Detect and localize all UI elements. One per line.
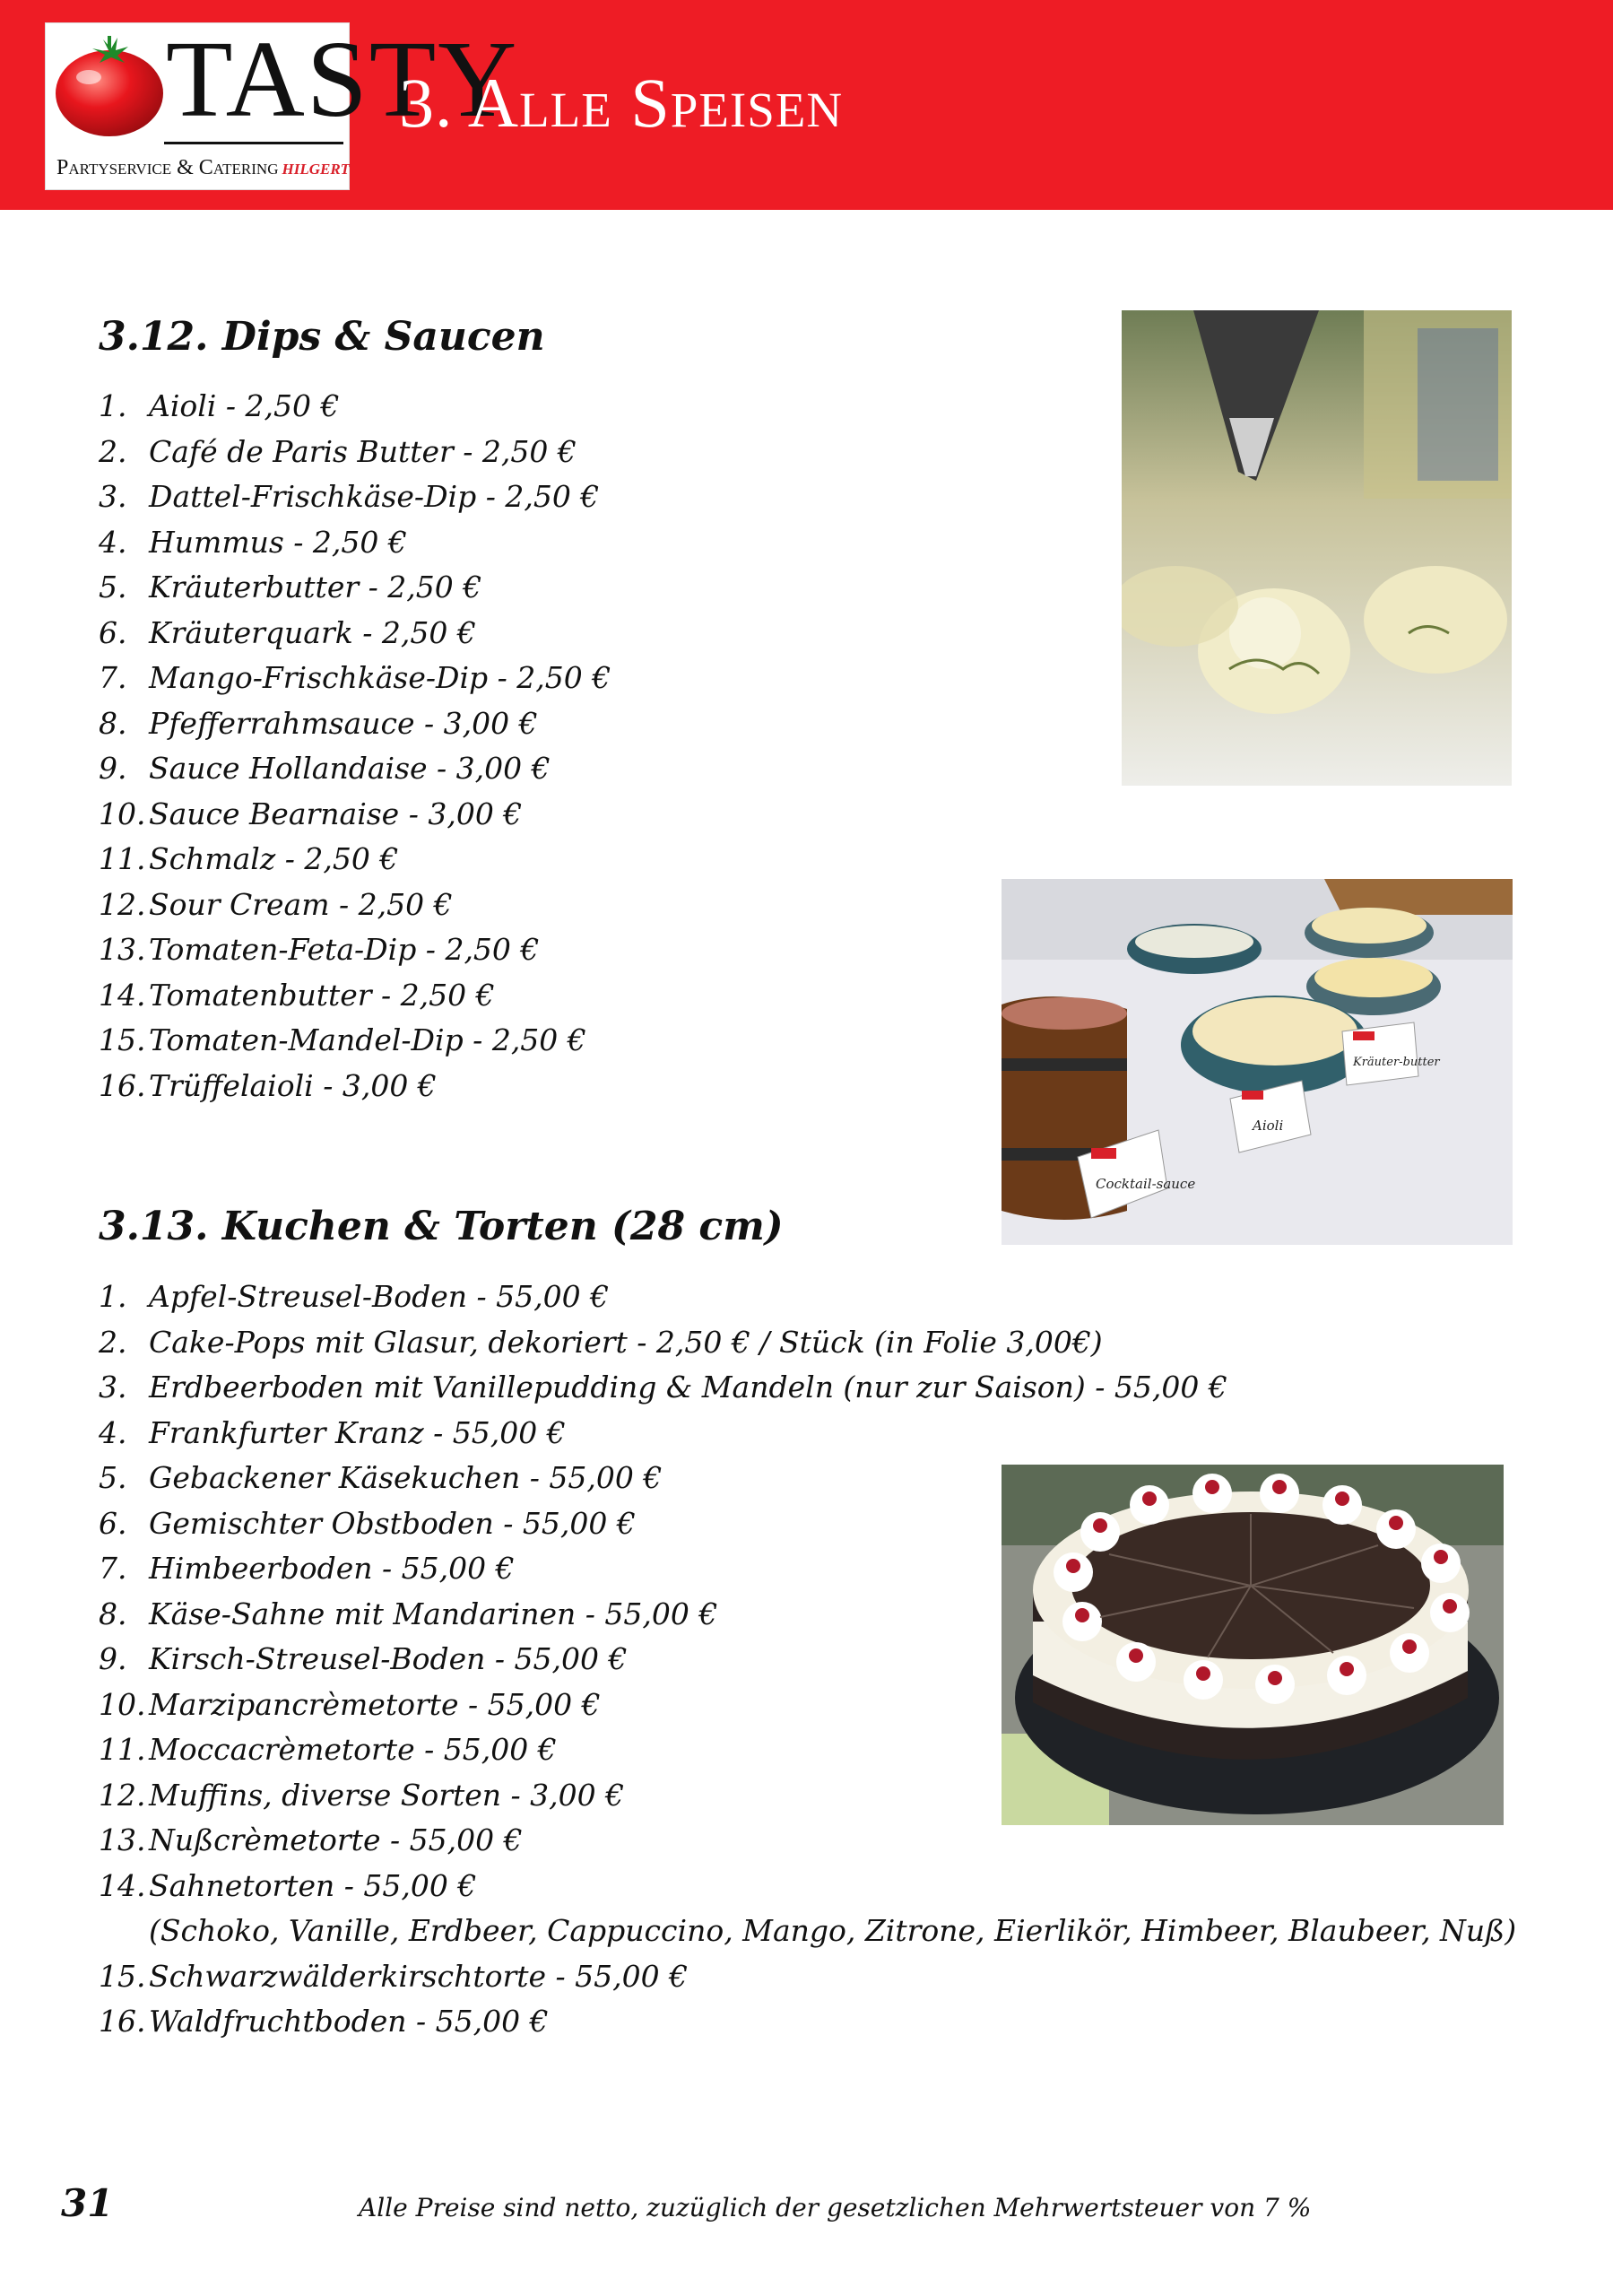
- dip-item: [99, 1064, 611, 1109]
- logo-signature: hilgert: [282, 156, 351, 179]
- photo-cake: [1002, 1465, 1504, 1825]
- item-number: 4.: [99, 524, 127, 560]
- item-text: Aioli - 2,50 €: [149, 388, 340, 423]
- item-text: Tomaten-Feta-Dip - 2,50 €: [149, 932, 540, 967]
- item-number: 13.: [99, 1822, 146, 1857]
- item-text: Sauce Bearnaise - 3,00 €: [149, 796, 523, 831]
- item-number: 9.: [99, 1641, 127, 1676]
- item-text: Cake-Pops mit Glasur, dekoriert - 2,50 € / Stück (in Folie 3,00€): [149, 1324, 1103, 1360]
- item-number: 15.: [99, 1958, 146, 1994]
- dip-item: [99, 474, 611, 520]
- item-number: 14.: [99, 1867, 146, 1903]
- dip-item: [99, 701, 611, 747]
- item-text: Tomatenbutter - 2,50 €: [149, 977, 495, 1013]
- item-number: 13.: [99, 932, 146, 967]
- tomato-icon: [51, 32, 168, 140]
- dip-item: [99, 792, 611, 838]
- item-number: 8.: [99, 705, 127, 741]
- card-label-kraeuterbutter: Kräuter-butter: [1353, 1056, 1440, 1069]
- item-text: Sahnetorten - 55,00 €: [149, 1867, 477, 1903]
- item-text: Mango-Frischkäse-Dip - 2,50 €: [149, 660, 611, 695]
- section-title-dips: 3.12. Dips & Saucen: [99, 314, 545, 360]
- item-text: Hummus - 2,50 €: [149, 524, 407, 560]
- item-number: 6.: [99, 1505, 127, 1541]
- item-text: Dattel-Frischkäse-Dip - 2,50 €: [149, 479, 600, 514]
- item-number: 12.: [99, 1777, 146, 1813]
- item-number: 2.: [99, 433, 127, 469]
- item-number: 3.: [99, 1370, 127, 1405]
- item-number: 14.: [99, 977, 146, 1013]
- item-number: 9.: [99, 751, 127, 786]
- dip-item: [99, 384, 611, 430]
- dip-item: [99, 611, 611, 657]
- logo-tagline-text: Partyservice & Catering: [56, 156, 279, 179]
- dip-item: [99, 927, 611, 973]
- item-number: 15.: [99, 1022, 146, 1057]
- item-text: Apfel-Streusel-Boden - 55,00 €: [149, 1279, 610, 1314]
- item-number: 3.: [99, 479, 127, 514]
- item-text: Gemischter Obstboden - 55,00 €: [149, 1505, 636, 1541]
- item-number: 11.: [99, 1732, 146, 1767]
- item-text: Schwarzwälderkirschtorte - 55,00 €: [149, 1958, 689, 1994]
- item-number: 7.: [99, 1551, 127, 1586]
- item-number: 10.: [99, 1686, 146, 1722]
- item-text: Tomaten-Mandel-Dip - 2,50 €: [149, 1022, 586, 1057]
- item-number: 5.: [99, 1460, 127, 1495]
- cake-item: [99, 1365, 1516, 1411]
- footer-price-note: Alle Preise sind netto, zuzüglich der gesetzlichen Mehrwertsteuer von 7 %: [359, 2193, 1312, 2222]
- dips-list: [99, 384, 611, 1109]
- section-title-cakes: 3.13. Kuchen & Torten (28 cm): [99, 1204, 784, 1249]
- logo-rule: [164, 142, 343, 144]
- item-number: 5.: [99, 570, 127, 604]
- item-text: Kräuterquark - 2,50 €: [149, 614, 476, 650]
- item-text: Muffins, diverse Sorten - 3,00 €: [149, 1777, 625, 1813]
- cake-item: [99, 1999, 1516, 2045]
- company-logo: [45, 19, 519, 190]
- cake-item: [99, 1864, 1516, 1909]
- item-text: Frankfurter Kranz - 55,00 €: [149, 1414, 566, 1450]
- cake-item: [99, 1411, 1516, 1457]
- dip-item: [99, 430, 611, 475]
- dip-item: [99, 520, 611, 566]
- item-number: 16.: [99, 1067, 146, 1103]
- header-bar: [0, 0, 1613, 210]
- item-text: Kräuterbutter - 2,50 €: [149, 570, 482, 604]
- item-text: Käse-Sahne mit Mandarinen - 55,00 €: [149, 1596, 718, 1631]
- item-number: 2.: [99, 1324, 127, 1360]
- logo-brand: TASTY: [166, 19, 519, 140]
- item-text: Waldfruchtboden - 55,00 €: [149, 2004, 549, 2039]
- item-text: Himbeerboden - 55,00 €: [149, 1551, 515, 1586]
- chapter-title: 3. Alle Speisen: [399, 64, 844, 142]
- dip-item: [99, 1018, 611, 1064]
- item-text: Kirsch-Streusel-Boden - 55,00 €: [149, 1641, 628, 1676]
- dip-item: [99, 565, 611, 611]
- item-number: 10.: [99, 796, 146, 831]
- dip-item: [99, 746, 611, 792]
- item-number: 1.: [99, 388, 127, 423]
- item-text: Sour Cream - 2,50 €: [149, 886, 453, 922]
- item-number: 4.: [99, 1414, 127, 1450]
- card-label-aioli: Aioli: [1253, 1118, 1284, 1134]
- item-text: Café de Paris Butter - 2,50 €: [149, 433, 577, 469]
- item-text: Erdbeerboden mit Vanillepudding & Mandeln (nur zur Saison) - 55,00 €: [149, 1370, 1227, 1405]
- cake-item: [99, 1954, 1516, 2000]
- item-text: Schmalz - 2,50 €: [149, 841, 399, 876]
- item-number: 6.: [99, 614, 127, 650]
- item-number: 8.: [99, 1596, 127, 1631]
- item-text: Marzipancrèmetorte - 55,00 €: [149, 1686, 601, 1722]
- item-text: Moccacrèmetorte - 55,00 €: [149, 1732, 557, 1767]
- item-text: Sauce Hollandaise - 3,00 €: [149, 751, 551, 786]
- photo-piped-dips: [1122, 310, 1512, 786]
- dip-item: [99, 837, 611, 883]
- cake-flavor-note: (Schoko, Vanille, Erdbeer, Cappuccino, Mango, Zitrone, Eierlikör, Himbeer, Blaubeer, Nuß): [149, 1913, 1517, 1948]
- item-number: 16.: [99, 2004, 146, 2039]
- item-text: Nußcrèmetorte - 55,00 €: [149, 1822, 523, 1857]
- item-number: 7.: [99, 660, 127, 695]
- item-text: Trüffelaioli - 3,00 €: [149, 1067, 437, 1103]
- dip-item: [99, 656, 611, 701]
- photo-dip-buffet: [1002, 879, 1513, 1245]
- item-text: Pfefferrahmsauce - 3,00 €: [149, 705, 538, 741]
- dip-item: [99, 883, 611, 928]
- item-text: Gebackener Käsekuchen - 55,00 €: [149, 1460, 663, 1495]
- card-label-cocktail: Cocktail-sauce: [1096, 1176, 1196, 1192]
- logo-tagline: [56, 156, 350, 180]
- cake-item: [99, 1274, 1516, 1320]
- dip-item: [99, 973, 611, 1019]
- item-number: 12.: [99, 886, 146, 922]
- item-number: 1.: [99, 1279, 127, 1314]
- cake-item: [99, 1320, 1516, 1366]
- page-number: 31: [61, 2181, 114, 2225]
- item-number: 11.: [99, 841, 146, 876]
